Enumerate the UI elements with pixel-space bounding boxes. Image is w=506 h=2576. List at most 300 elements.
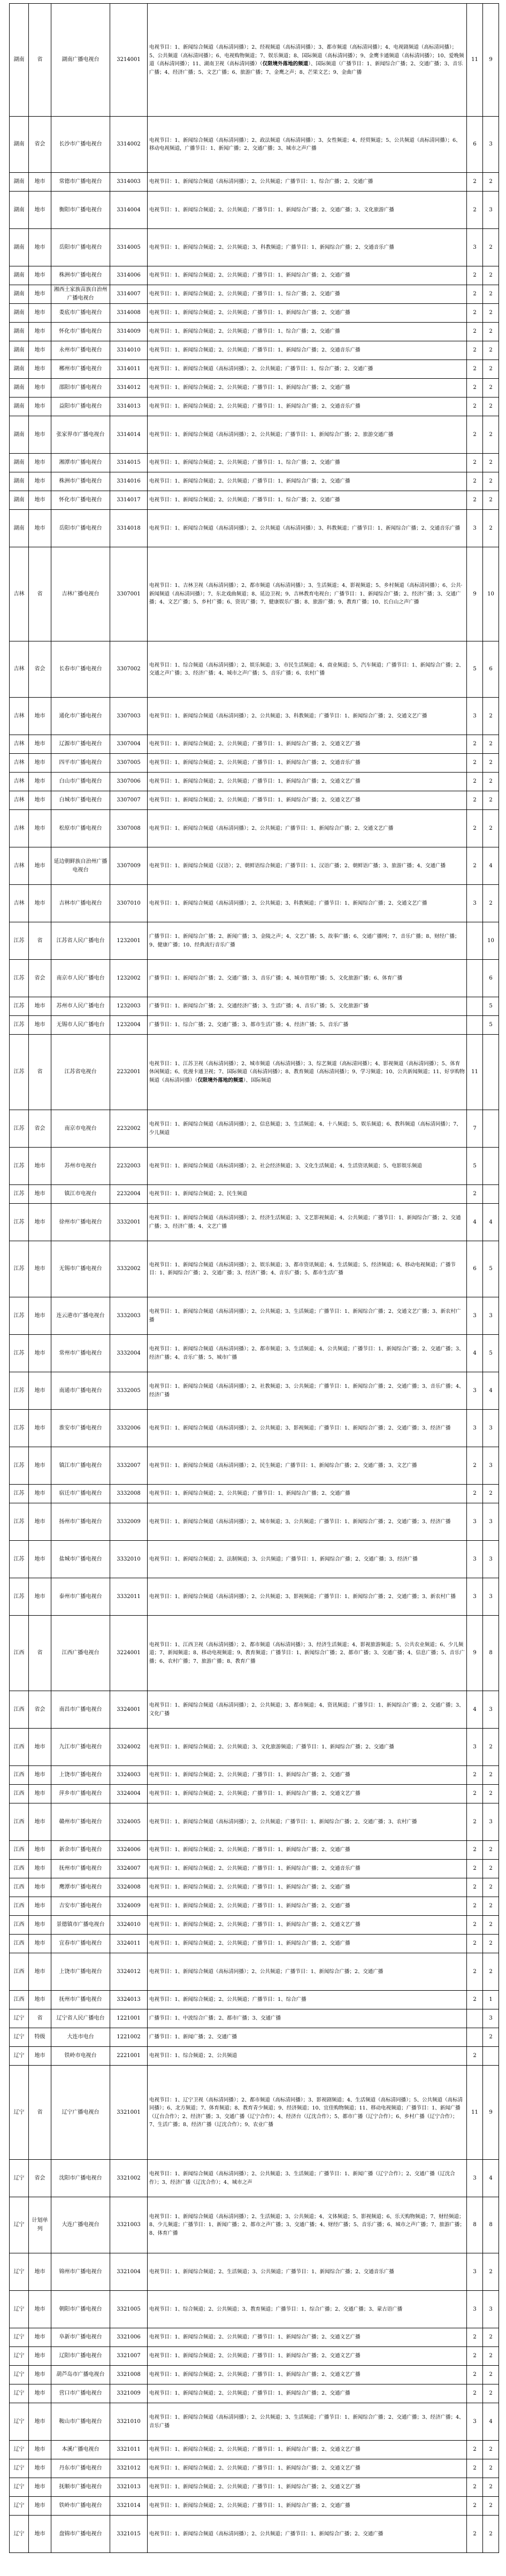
license-code-cell: 3321006	[110, 2328, 148, 2347]
table-row	[10, 341, 499, 360]
station-name-cell: 南通市广播电视台	[51, 1372, 110, 1410]
radio-count-cell: 2	[483, 491, 499, 510]
tv-count-cell: 3	[467, 1541, 483, 1578]
level-cell: 省	[29, 1035, 51, 1110]
programs-cell: 电视节目：1、新闻综合频道；2、公共频道；广播节目：1、新闻综合广播；2、交通广播	[148, 1766, 467, 1785]
province-cell: 湖南	[10, 416, 29, 454]
table-row	[10, 1204, 499, 1241]
station-name-cell: 抚州市广播电视台	[51, 1991, 110, 2009]
province-cell: 湖南	[10, 266, 29, 285]
tv-count-cell: 2	[467, 1991, 483, 2009]
province-cell: 湖南	[10, 229, 29, 266]
level-cell: 地市	[29, 229, 51, 266]
province-cell: 吉林	[10, 773, 29, 791]
province-cell: 江苏	[10, 960, 29, 997]
table-row	[10, 285, 499, 304]
license-code-cell: 3307006	[110, 773, 148, 791]
radio-count-cell: 8	[483, 1616, 499, 1691]
license-code-cell: 3307008	[110, 810, 148, 847]
station-name-cell: 新余市广播电视台	[51, 1841, 110, 1860]
province-cell: 江西	[10, 1729, 29, 1766]
license-code-cell: 3321002	[110, 2160, 148, 2197]
level-cell: 省会	[29, 641, 51, 698]
license-code-cell: 3324008	[110, 1878, 148, 1897]
license-code-cell: 3214001	[110, 4, 148, 117]
table-row	[10, 1878, 499, 1897]
province-cell: 江苏	[10, 922, 29, 960]
level-cell: 地市	[29, 360, 51, 379]
table-row	[10, 2459, 499, 2478]
tv-count-cell: 3	[467, 510, 483, 547]
level-cell: 地市	[29, 1503, 51, 1541]
tv-count-cell: 5	[467, 641, 483, 698]
tv-count-cell: 2	[467, 2384, 483, 2403]
tv-count-cell: 2	[467, 379, 483, 398]
level-cell: 地市	[29, 173, 51, 192]
radio-count-cell: 4	[483, 2403, 499, 2441]
table-row	[10, 847, 499, 885]
radio-count-cell: 9	[483, 2066, 499, 2160]
province-cell: 江西	[10, 1803, 29, 1841]
table-row	[10, 192, 499, 229]
programs-cell: 电视节目：1、新闻综合频道；2、公共频道；广播节目：1、新闻综合广播；2、交通文艺广播	[148, 735, 467, 754]
level-cell: 地市	[29, 2253, 51, 2291]
programs-cell: 电视节目：1、新闻综合频道（高标清同播）；2、经视频道（高标清同播）；3、都市频道（高标清同播）；4、电视剧频道（高标清同播）；5、公共频道（高标清同播）；6、电视购物频道；7、娱乐频道；8、国际频道（高标清同播）；9、金鹰卡通频道（高标清同播）；10、爱晚频道（高标清同播）；11、湖南卫视（高标清同播）（仅限境外落地的频道）、国际频道（广播节目：1、新闻综合广播；2、交通广播；3、音乐广播；4、经济广播；5、文艺广播；6、旅游广播；7、金鹰之声；8、芒果文艺；9、金曲广播	[148, 4, 467, 117]
tv-count-cell: 2	[467, 2366, 483, 2384]
programs-cell: 电视节目：1、新闻综合频道（高标清同播）；2、公共频道；广播节目：1、综合广播；2、交通广播	[148, 360, 467, 379]
tv-count-cell	[467, 922, 483, 960]
license-code-cell: 1221001	[110, 2009, 148, 2028]
tv-count-cell: 2	[467, 847, 483, 885]
level-cell: 地市	[29, 285, 51, 304]
table-row	[10, 1953, 499, 1991]
programs-cell: 电视节目：1、新闻综合频道（高标清同播）；2、公共频道；3、影视频道；广播节目：1、新闻综合广播；2、交通广播；3、经济广播	[148, 1410, 467, 1447]
programs-cell: 电视节目：1、辽宁卫视（高标清同播）；2、都市频道（高标清同播）；3、影视剧频道；4、生活频道（高标清同播）；5、公共频道（高标清同播）；6、北方频道；7、体育频道；8、教育青少频道；9、经济频道；10、宜佳购物频道；11、移动电视频道；广播节目：1、新闻广播（辽台合作）；2、经济广播；3、交通广播（辽宁合作）；4、经济台（辽沈合作）；5、都市广播（辽宁合作）；6、乡村广播（辽宁合作）；7、生活广播；8、经济广播（辽沈合作）；9、农业广播	[148, 2066, 467, 2160]
programs-cell: 电视节目：1、新闻综合频道；2、公共频道；广播节目：1、新闻综合广播；2、交通广播；3、文化旅游广播	[148, 192, 467, 229]
level-cell: 地市	[29, 266, 51, 285]
radio-count-cell: 3	[483, 1578, 499, 1616]
station-name-cell: 怀化市广播电视台	[51, 323, 110, 341]
programs-cell: 电视节目：1、吉林卫视（高标清同播）；2、都市频道（高标清同播）；3、生活频道；4、影视频道；5、乡村频道（高标清同播）；6、公共·新闻频道（高标清同播）；7、东北戏曲频道；8、延边卫视；9、吉林教育电视台；广播节目：1、新闻综合广播；2、经济广播；3、交通广播；4、文艺广播；5、乡村广播；6、资讯广播；7、健康娱乐广播；8、旅游广播；9、教育广播；10、长白山之声广播	[148, 547, 467, 641]
tv-count-cell: 2	[467, 1485, 483, 1503]
table-row	[10, 1485, 499, 1503]
station-name-cell: 丹东市广播电视台	[51, 2459, 110, 2478]
level-cell: 地市	[29, 1204, 51, 1241]
programs-cell: 电视节目：1、新闻综合频道；2、公共频道；广播节目：1、新闻综合广播；2、交通广播	[148, 1878, 467, 1897]
province-cell: 江苏	[10, 1110, 29, 1148]
table-row	[10, 1335, 499, 1372]
province-cell: 湖南	[10, 4, 29, 117]
license-code-cell: 3321013	[110, 2478, 148, 2497]
tv-count-cell: 3	[467, 1372, 483, 1410]
station-name-cell: 岳阳市广播电视台	[51, 510, 110, 547]
level-cell: 地市	[29, 1578, 51, 1616]
programs-cell: 电视节目：1、新闻综合频道；2、公共频道；广播节目：1、新闻综合广播；2、交通文艺广播	[148, 773, 467, 791]
license-code-cell: 1221002	[110, 2028, 148, 2047]
province-cell: 辽宁	[10, 2291, 29, 2328]
license-code-cell: 3324012	[110, 1953, 148, 1991]
province-cell: 江苏	[10, 1241, 29, 1297]
tv-count-cell: 3	[467, 1503, 483, 1541]
radio-count-cell: 2	[483, 791, 499, 810]
tv-count-cell: 2	[467, 1447, 483, 1485]
level-cell: 地市	[29, 847, 51, 885]
level-cell: 地市	[29, 773, 51, 791]
radio-count-cell	[483, 1185, 499, 1204]
tv-count-cell: 3	[467, 1410, 483, 1447]
table-row	[10, 323, 499, 341]
license-code-cell: 3314013	[110, 398, 148, 416]
radio-count-cell: 3	[483, 1691, 499, 1729]
license-code-cell: 3224001	[110, 1616, 148, 1691]
table-row	[10, 416, 499, 454]
level-cell: 地市	[29, 1860, 51, 1878]
level-cell: 地市	[29, 2328, 51, 2347]
station-name-cell: 通化市广播电视台	[51, 698, 110, 735]
station-name-cell: 盐城市广播电视台	[51, 1541, 110, 1578]
tv-count-cell: 3	[467, 698, 483, 735]
level-cell: 地市	[29, 810, 51, 847]
province-cell: 吉林	[10, 698, 29, 735]
license-code-cell: 3324001	[110, 1691, 148, 1729]
table-row	[10, 698, 499, 735]
license-code-cell: 3332008	[110, 1485, 148, 1503]
tv-count-cell: 2	[467, 1897, 483, 1916]
programs-cell: 电视节目：1、新闻综合频道（高标清同播）；2、公共频道；3、科教频道；广播节目：1、新闻综合广播；2、交通文艺广播	[148, 885, 467, 922]
station-name-cell: 鹰潭市广播电视台	[51, 1878, 110, 1897]
license-code-cell: 1232003	[110, 997, 148, 1016]
programs-cell: 电视节目：1、新闻综合频道；2、公共频道；广播节目：1、新闻综合广播；2、交通文艺广播	[148, 2478, 467, 2497]
province-cell: 江苏	[10, 1335, 29, 1372]
license-code-cell: 1232004	[110, 1016, 148, 1035]
radio-count-cell: 2	[483, 2028, 499, 2047]
table-row	[10, 2291, 499, 2328]
station-name-cell: 无锡市广播电视台	[51, 1241, 110, 1297]
programs-cell: 电视节目：1、新闻综合频道；2、公共频道；广播节目：1、新闻综合广播；2、交通广播	[148, 1485, 467, 1503]
station-name-cell: 吉安市广播电视台	[51, 1897, 110, 1916]
tv-count-cell: 2	[467, 2497, 483, 2516]
license-code-cell: 2232003	[110, 1148, 148, 1185]
tv-count-cell: 11	[467, 1035, 483, 1110]
license-code-cell: 3332006	[110, 1410, 148, 1447]
level-cell: 地市	[29, 754, 51, 773]
level-cell: 地市	[29, 1372, 51, 1410]
programs-cell: 电视节目：1、新闻综合频道；2、公共频道；广播节目：1、综合广播	[148, 1991, 467, 2009]
license-code-cell: 3307003	[110, 698, 148, 735]
station-name-cell: 无锡市人民广播电台	[51, 1016, 110, 1035]
radio-count-cell: 3	[483, 117, 499, 173]
level-cell: 地市	[29, 735, 51, 754]
province-cell: 江西	[10, 1916, 29, 1935]
table-row	[10, 454, 499, 472]
license-code-cell: 3314012	[110, 379, 148, 398]
station-name-cell: 延边朝鲜族自治州广播电视台	[51, 847, 110, 885]
radio-count-cell: 8	[483, 2197, 499, 2253]
programs-cell: 电视节目：1、新闻综合频道（高标清同播）；2、公共频道；3、生活频道；广播节目：1、新闻广播（辽宁合作）；2、交通广播（辽沈合作）；3、经济广播（辽沈合作）；4、城市之声	[148, 2160, 467, 2197]
province-cell: 辽宁	[10, 2366, 29, 2384]
tv-count-cell: 7	[467, 1110, 483, 1148]
license-code-cell: 3321014	[110, 2497, 148, 2516]
table-row	[10, 2160, 499, 2197]
province-cell: 湖南	[10, 454, 29, 472]
table-row	[10, 1729, 499, 1766]
level-cell: 地市	[29, 2478, 51, 2497]
programs-cell: 电视节目：1、新闻综合频道；2、公共频道；广播节目：1、新闻综合广播；2、交通文艺广播	[148, 791, 467, 810]
station-name-cell: 连云港市广播电视台	[51, 1297, 110, 1335]
table-row	[10, 117, 499, 173]
license-code-cell: 3332010	[110, 1541, 148, 1578]
license-code-cell: 3332004	[110, 1335, 148, 1372]
level-cell: 省	[29, 2009, 51, 2028]
tv-count-cell: 9	[467, 547, 483, 641]
table-row	[10, 547, 499, 641]
programs-cell: 电视节目：1、新闻综合频道（高标清同播）；2、公共频道；广播节目：1、新闻综合广播；2、交通文艺广播	[148, 810, 467, 847]
table-row	[10, 2441, 499, 2459]
radio-count-cell: 3	[483, 1297, 499, 1335]
level-cell: 地市	[29, 1916, 51, 1935]
province-cell: 江西	[10, 1935, 29, 1953]
license-code-cell: 3314016	[110, 472, 148, 491]
province-cell: 湖南	[10, 192, 29, 229]
level-cell: 省	[29, 1616, 51, 1691]
license-code-cell: 3314017	[110, 491, 148, 510]
station-name-cell: 吉林市广播电视台	[51, 885, 110, 922]
radio-count-cell: 3	[483, 2291, 499, 2328]
license-code-cell: 3324011	[110, 1935, 148, 1953]
table-row	[10, 2366, 499, 2384]
programs-cell: 电视节目：1、新闻综合频道；2、公共频道；广播节目：1、新闻综合广播；2、交通音乐广播	[148, 341, 467, 360]
table-row	[10, 1860, 499, 1878]
table-row	[10, 1110, 499, 1148]
programs-cell: 电视节目：1、新闻综合频道；2、公共频道；广播节目：1、新闻综合广播；2、交通广播	[148, 472, 467, 491]
radio-count-cell: 2	[483, 2441, 499, 2459]
level-cell: 地市	[29, 2497, 51, 2516]
table-row	[10, 1372, 499, 1410]
station-name-cell: 淮安市广播电视台	[51, 1410, 110, 1447]
tv-count-cell: 2	[467, 1916, 483, 1935]
radio-count-cell: 2	[483, 1935, 499, 1953]
radio-count-cell: 2	[483, 285, 499, 304]
level-cell: 地市	[29, 454, 51, 472]
station-name-cell: 泰州市广播电视台	[51, 1578, 110, 1616]
station-name-cell: 宜春市广播电视台	[51, 1935, 110, 1953]
province-cell: 江苏	[10, 1372, 29, 1410]
table-row	[10, 960, 499, 997]
province-cell: 辽宁	[10, 2066, 29, 2160]
radio-count-cell: 2	[483, 2366, 499, 2384]
tv-count-cell: 3	[467, 1578, 483, 1616]
level-cell: 省会	[29, 2160, 51, 2197]
programs-cell: 电视节目：1、新闻综合频道；2、公共频道；广播节目：1、新闻综合广播；2、交通文艺广播	[148, 1916, 467, 1935]
table-row	[10, 1935, 499, 1953]
station-name-cell: 抚州市广播电视台	[51, 1860, 110, 1878]
station-name-cell: 邵阳市广播电视台	[51, 379, 110, 398]
table-row	[10, 1766, 499, 1785]
radio-count-cell: 2	[483, 2497, 499, 2516]
station-name-cell: 萍乡市广播电视台	[51, 1785, 110, 1803]
license-code-cell: 3314018	[110, 510, 148, 547]
station-name-cell: 九江市广播电视台	[51, 1729, 110, 1766]
station-name-cell: 岳阳市广播电视台	[51, 229, 110, 266]
province-cell: 江苏	[10, 1204, 29, 1241]
station-name-cell: 铁岭市电视台	[51, 2047, 110, 2066]
license-code-cell: 3314010	[110, 341, 148, 360]
station-name-cell: 苏州市人民广播电台	[51, 997, 110, 1016]
table-row	[10, 1841, 499, 1860]
level-cell: 地市	[29, 1935, 51, 1953]
radio-count-cell: 2	[483, 323, 499, 341]
level-cell: 地市	[29, 1897, 51, 1916]
tv-count-cell: 2	[467, 2516, 483, 2553]
table-row	[10, 885, 499, 922]
programs-cell: 电视节目：1、新闻综合频道；2、公共频道；广播节目：1、新闻综合广播；2、交通广播	[148, 1841, 467, 1860]
level-cell: 地市	[29, 2366, 51, 2384]
level-cell: 省	[29, 547, 51, 641]
license-code-cell: 3314009	[110, 323, 148, 341]
tv-count-cell: 2	[467, 304, 483, 323]
table-row	[10, 2497, 499, 2516]
tv-count-cell	[467, 997, 483, 1016]
radio-count-cell: 2	[483, 2347, 499, 2366]
radio-count-cell: 3	[483, 2009, 499, 2028]
table-row	[10, 1916, 499, 1935]
license-code-cell: 3321009	[110, 2384, 148, 2403]
tv-count-cell: 6	[467, 1241, 483, 1297]
province-cell: 湖南	[10, 285, 29, 304]
radio-count-cell: 4	[483, 1204, 499, 1241]
level-cell: 地市	[29, 2516, 51, 2553]
level-cell: 地市	[29, 698, 51, 735]
station-name-cell: 南京市人民广播电台	[51, 960, 110, 997]
station-name-cell: 扬州市广播电视台	[51, 1503, 110, 1541]
tv-count-cell: 2	[467, 454, 483, 472]
radio-count-cell: 2	[483, 2459, 499, 2478]
license-code-cell: 3307007	[110, 791, 148, 810]
license-code-cell: 3324006	[110, 1841, 148, 1860]
level-cell: 地市	[29, 491, 51, 510]
radio-count-cell: 2	[483, 341, 499, 360]
tv-count-cell: 2	[467, 472, 483, 491]
radio-count-cell: 2	[483, 773, 499, 791]
province-cell: 辽宁	[10, 2403, 29, 2441]
province-cell: 辽宁	[10, 2028, 29, 2047]
radio-count-cell: 9	[483, 4, 499, 117]
tv-count-cell: 2	[467, 1841, 483, 1860]
level-cell: 地市	[29, 2384, 51, 2403]
tv-count-cell: 2	[467, 1953, 483, 1991]
license-code-cell: 3314002	[110, 117, 148, 173]
table-row	[10, 1185, 499, 1204]
license-code-cell: 3321012	[110, 2459, 148, 2478]
radio-count-cell: 2	[483, 454, 499, 472]
province-cell: 江苏	[10, 1485, 29, 1503]
programs-cell: 电视节目：1、新闻综合频道（高标清同播）；2、公共频道；广播节目：1、新闻综合广播；2、交通广播	[148, 1953, 467, 1991]
province-cell: 江西	[10, 1691, 29, 1729]
station-name-cell: 徐州市广播电视台	[51, 1204, 110, 1241]
station-name-cell: 葫芦岛市广播电视台	[51, 2366, 110, 2384]
level-cell: 地市	[29, 1991, 51, 2009]
radio-count-cell: 5	[483, 997, 499, 1016]
table-row	[10, 2516, 499, 2553]
station-name-cell: 永州市广播电视台	[51, 341, 110, 360]
radio-count-cell: 2	[483, 1785, 499, 1803]
level-cell: 省会	[29, 117, 51, 173]
table-row	[10, 2066, 499, 2160]
level-cell: 地市	[29, 1841, 51, 1860]
table-row	[10, 754, 499, 773]
province-cell: 江西	[10, 1841, 29, 1860]
radio-count-cell: 2	[483, 2328, 499, 2347]
radio-count-cell: 2	[483, 173, 499, 192]
radio-count-cell	[483, 1148, 499, 1185]
station-name-cell: 白城市广播电视台	[51, 791, 110, 810]
license-code-cell: 3321015	[110, 2516, 148, 2553]
province-cell: 江苏	[10, 1148, 29, 1185]
level-cell: 地市	[29, 791, 51, 810]
station-name-cell: 常州市广播电视台	[51, 1335, 110, 1372]
tv-count-cell: 2	[467, 810, 483, 847]
province-cell: 湖南	[10, 173, 29, 192]
table-row	[10, 1447, 499, 1485]
table-row	[10, 641, 499, 698]
level-cell: 地市	[29, 1803, 51, 1841]
station-name-cell: 江苏省电视台	[51, 1035, 110, 1110]
license-code-cell: 3307001	[110, 547, 148, 641]
programs-cell: 电视节目：1、新闻综合频道；2、公共频道；3、科教频道；广播节目：1、新闻综合广播；2、交通音乐广播	[148, 229, 467, 266]
radio-count-cell: 10	[483, 547, 499, 641]
level-cell: 地市	[29, 416, 51, 454]
radio-count-cell: 4	[483, 847, 499, 885]
station-name-cell: 株洲市广播电视台	[51, 266, 110, 285]
station-name-cell: 四平市广播电视台	[51, 754, 110, 773]
programs-cell: 电视节目：1、新闻综合频道（高标清同播）；2、公共频道；3、都市频道；4、资讯频道；广播节目：1、新闻综合广播；2、交通广播；3、文化广播	[148, 1691, 467, 1729]
station-name-cell: 辽宁省人民广播电台	[51, 2009, 110, 2028]
license-code-cell: 3314003	[110, 173, 148, 192]
tv-count-cell: 2	[467, 173, 483, 192]
programs-cell: 电视节目：1、新闻综合频道（高标清同播）；2、公共频道；广播节目：1、新闻综合广播；2、旅游交通广播	[148, 416, 467, 454]
license-code-cell: 3332009	[110, 1503, 148, 1541]
level-cell: 地市	[29, 1148, 51, 1185]
province-cell: 辽宁	[10, 2459, 29, 2478]
level-cell: 地市	[29, 192, 51, 229]
province-cell: 辽宁	[10, 2347, 29, 2366]
programs-cell: 广播节目：1、新闻综合广播；2、交通经济广播；3、生活广播；4、音乐广播；5、文化旅游广播	[148, 997, 467, 1016]
province-cell: 湖南	[10, 360, 29, 379]
station-name-cell: 大连市电台	[51, 2028, 110, 2047]
tv-count-cell: 2	[467, 1785, 483, 1803]
license-code-cell: 3332007	[110, 1447, 148, 1485]
programs-cell: 电视节目：1、新闻综合频道；2、公共频道；广播节目：1、综合广播；2、交通广播	[148, 323, 467, 341]
radio-count-cell: 2	[483, 1841, 499, 1860]
table-row	[10, 510, 499, 547]
license-code-cell: 3324003	[110, 1766, 148, 1785]
table-row	[10, 379, 499, 398]
province-cell: 吉林	[10, 547, 29, 641]
tv-count-cell: 2	[467, 735, 483, 754]
station-name-cell: 苏州市电视台	[51, 1148, 110, 1185]
station-name-cell: 江苏省人民广播电台	[51, 922, 110, 960]
programs-cell: 电视节目：1、新闻综合频道；2、公共频道；广播节目：1、新闻综合广播；2、交通广播	[148, 1935, 467, 1953]
level-cell: 地市	[29, 1185, 51, 1204]
level-cell: 地市	[29, 304, 51, 323]
programs-cell: 电视节目：1、新闻综合频道；2、公共频道；广播节目：1、新闻综合广播；2、交通广播	[148, 2497, 467, 2516]
table-row	[10, 1297, 499, 1335]
table-row	[10, 1541, 499, 1578]
level-cell: 地市	[29, 2459, 51, 2478]
table-row	[10, 1016, 499, 1035]
radio-count-cell: 5	[483, 1335, 499, 1372]
license-code-cell: 1232001	[110, 922, 148, 960]
